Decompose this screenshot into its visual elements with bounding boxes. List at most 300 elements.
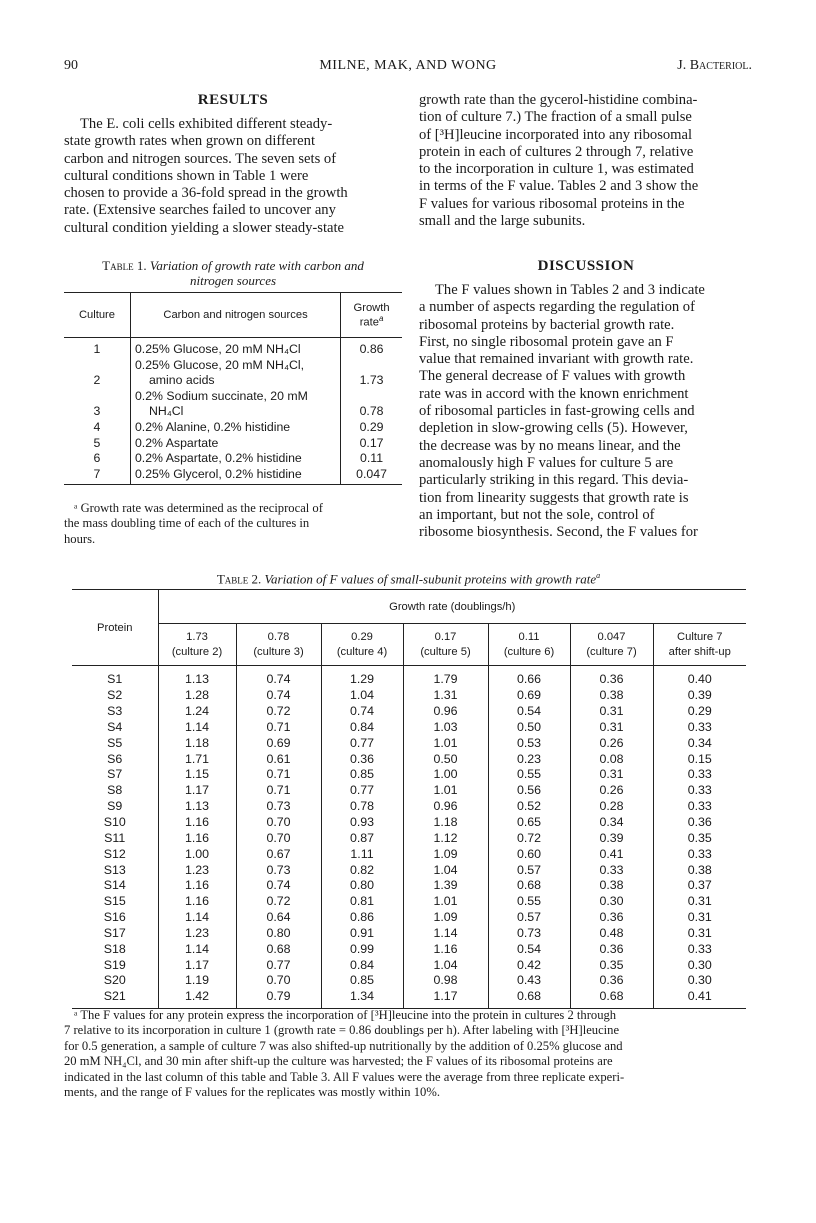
table1 <box>64 292 402 485</box>
f-value-cell: 0.33 <box>653 799 746 815</box>
f-value-cell: 1.01 <box>403 894 488 910</box>
f-value-cell: 0.55 <box>488 767 570 783</box>
f-value-cell: 0.96 <box>403 799 488 815</box>
f-value-cell: 0.42 <box>488 957 570 973</box>
culture-cell: 3 <box>93 404 101 419</box>
table-row <box>72 989 746 1008</box>
table1-header-rate-text: Growth rate <box>353 301 390 329</box>
f-value-cell: 0.80 <box>321 878 403 894</box>
f-value-cell: 0.71 <box>236 720 321 736</box>
sources-cell <box>130 420 340 436</box>
f-value-cell: 0.77 <box>236 957 321 973</box>
text-line: state growth rates when grown on different <box>64 133 315 150</box>
f-value-cell: 0.38 <box>570 688 653 704</box>
rate-cell: 0.11 <box>360 451 384 466</box>
rate-cell: 0.29 <box>359 419 384 434</box>
f-value-cell: 1.24 <box>158 704 236 720</box>
column-header-line2: after shift-up <box>668 645 731 658</box>
rate-cell: 0.17 <box>359 435 384 450</box>
sources-line: amino acids <box>148 373 215 388</box>
text-line: protein in each of cultures 2 through 7, relative <box>419 143 694 160</box>
table-row <box>72 688 746 704</box>
table2-column-header <box>236 624 321 666</box>
f-value-cell: 1.16 <box>158 815 236 831</box>
footnote-line: for 0.5 generation, a sample of culture 7 was also shifted-up nutritionally by the addition of 0.25% glucose and <box>64 1038 623 1053</box>
f-value-cell: 0.53 <box>488 735 570 751</box>
f-value-cell: 1.11 <box>321 846 403 862</box>
f-value-cell: 0.39 <box>653 688 746 704</box>
f-value-cell: 0.84 <box>321 720 403 736</box>
text-line: of [³H]leucine incorporated into any ribosomal <box>419 126 693 143</box>
f-value-cell: 0.78 <box>321 799 403 815</box>
text-line: depletion in slow-growing cells (5). However, <box>419 420 688 437</box>
f-value-cell: 1.23 <box>158 862 236 878</box>
f-value-cell: 0.28 <box>570 799 653 815</box>
footnote-line: ᵃ Growth rate was determined as the reciprocal of <box>74 501 323 515</box>
f-value-cell: 0.15 <box>653 751 746 767</box>
table2-column-header <box>488 624 570 666</box>
sources-line: 0.25% Glycerol, 0.2% histidine <box>134 466 302 481</box>
f-value-cell: 0.73 <box>488 926 570 942</box>
f-value-cell: 1.18 <box>403 815 488 831</box>
table-row <box>72 783 746 799</box>
column-header-line2: (culture 4) <box>336 645 388 658</box>
f-value-cell: 0.57 <box>488 862 570 878</box>
f-value-cell: 0.73 <box>236 862 321 878</box>
f-value-cell: 0.70 <box>236 830 321 846</box>
table1-label: Table 1. <box>102 258 147 273</box>
sources-cell <box>130 389 340 420</box>
table1-caption <box>64 258 402 288</box>
f-value-cell: 1.18 <box>158 735 236 751</box>
f-value-cell: 0.33 <box>570 862 653 878</box>
results-paragraph <box>64 116 402 237</box>
f-value-cell: 1.16 <box>403 941 488 957</box>
text-line: The general decrease of F values with growth <box>419 368 686 385</box>
table-row <box>72 735 746 751</box>
text-line: anomalously high F values for culture 5 are <box>419 454 674 471</box>
text-line: in terms of the F value. Tables 2 and 3 show the <box>419 178 699 195</box>
f-value-cell: 0.68 <box>488 989 570 1008</box>
table2 <box>72 589 746 1009</box>
text-line: ribosomal proteins by bacterial growth rate. <box>419 316 675 333</box>
table2-column-header <box>321 624 403 666</box>
f-value-cell: 0.74 <box>321 704 403 720</box>
text-line: small and the large subunits. <box>419 213 586 230</box>
f-value-cell: 0.61 <box>236 751 321 767</box>
f-value-cell: 0.34 <box>653 735 746 751</box>
f-value-cell: 0.31 <box>570 704 653 720</box>
f-value-cell: 1.71 <box>158 751 236 767</box>
f-value-cell: 0.41 <box>570 846 653 862</box>
text-line: the decrease was by no means linear, and the <box>419 437 681 454</box>
f-value-cell: 0.36 <box>570 973 653 989</box>
f-value-cell: 0.35 <box>653 830 746 846</box>
column-header-line2: (culture 2) <box>171 645 223 658</box>
sources-cell <box>130 358 340 389</box>
f-value-cell: 1.79 <box>403 666 488 688</box>
f-value-cell: 0.84 <box>321 957 403 973</box>
protein-cell: S5 <box>107 735 123 750</box>
table-row <box>64 358 402 389</box>
column-header-line2: (culture 3) <box>253 645 304 658</box>
text-line: of ribosomal particles in fast-growing cells and <box>419 403 695 420</box>
f-value-cell: 0.36 <box>653 815 746 831</box>
f-value-cell: 0.91 <box>321 926 403 942</box>
table-row <box>72 704 746 720</box>
footnote-line: 20 mM NH₄Cl, and 30 min after shift-up the culture was harvested; the F values of its ribosomal proteins are <box>64 1054 613 1069</box>
text-line: F values for various ribosomal proteins in the <box>419 195 685 212</box>
f-value-cell: 0.34 <box>570 815 653 831</box>
f-value-cell: 1.14 <box>403 926 488 942</box>
f-value-cell: 1.17 <box>158 783 236 799</box>
f-value-cell: 0.54 <box>488 941 570 957</box>
f-value-cell: 0.26 <box>570 783 653 799</box>
culture-cell: 5 <box>93 435 101 450</box>
table-row <box>64 420 402 436</box>
table-row <box>64 436 402 452</box>
protein-cell: S1 <box>107 672 123 687</box>
table-row <box>72 878 746 894</box>
table1-title-line1: Variation of growth rate with carbon and <box>149 258 364 273</box>
footnote-line: the mass doubling time of each of the cultures in <box>64 516 310 531</box>
culture-cell: 7 <box>93 466 101 481</box>
column-header-line1: Culture 7 <box>677 630 723 643</box>
sources-line: 0.2% Aspartate, 0.2% histidine <box>134 451 302 466</box>
footnote-marker: a <box>378 313 384 323</box>
f-value-cell: 0.35 <box>570 957 653 973</box>
results-continued <box>419 92 753 230</box>
f-value-cell: 0.29 <box>653 704 746 720</box>
f-value-cell: 0.70 <box>236 973 321 989</box>
f-value-cell: 0.26 <box>570 735 653 751</box>
f-value-cell: 0.96 <box>403 704 488 720</box>
f-value-cell: 0.31 <box>570 767 653 783</box>
f-value-cell: 0.33 <box>653 846 746 862</box>
text-line: tion of culture 7.) The fraction of a small pulse <box>419 109 692 126</box>
f-value-cell: 1.19 <box>158 973 236 989</box>
protein-cell: S8 <box>107 783 123 798</box>
f-value-cell: 1.16 <box>158 830 236 846</box>
f-value-cell: 1.04 <box>403 957 488 973</box>
protein-cell: S11 <box>104 830 126 845</box>
protein-cell: S14 <box>103 878 126 893</box>
footnote-line: indicated in the last column of this table and Table 3. All F values were the average from three replicate experi- <box>64 1069 625 1084</box>
rate-cell: 1.73 <box>359 373 384 388</box>
protein-cell: S19 <box>103 957 126 972</box>
text-line: tion from linearity suggests that growth rate is <box>419 489 689 506</box>
f-value-cell: 1.23 <box>158 926 236 942</box>
table-row <box>72 862 746 878</box>
column-header-line2: (culture 5) <box>420 645 471 658</box>
f-value-cell: 1.03 <box>403 720 488 736</box>
culture-cell: 6 <box>93 451 101 466</box>
culture-cell: 1 <box>93 342 101 356</box>
f-value-cell: 0.48 <box>570 926 653 942</box>
f-value-cell: 0.37 <box>653 878 746 894</box>
protein-cell: S20 <box>103 973 126 988</box>
f-value-cell: 1.17 <box>403 989 488 1008</box>
f-value-cell: 0.74 <box>236 878 321 894</box>
protein-cell: S7 <box>107 767 123 782</box>
table-row <box>72 894 746 910</box>
f-value-cell: 0.33 <box>653 783 746 799</box>
f-value-cell: 0.71 <box>236 767 321 783</box>
text-line: The E. coli cells exhibited different steady- <box>80 116 333 132</box>
footnote-line: hours. <box>64 531 96 546</box>
text-line: cultural conditions shown in Table 1 were <box>64 167 309 184</box>
f-value-cell: 0.55 <box>488 894 570 910</box>
culture-cell: 2 <box>93 373 101 388</box>
f-value-cell: 0.40 <box>653 666 746 688</box>
f-value-cell: 1.13 <box>158 666 236 688</box>
protein-cell: S6 <box>107 751 123 766</box>
footnote-line: ᵃ The F values for any protein express the incorporation of [³H]leucine into the protein in cultures 2 through <box>74 1008 617 1022</box>
table2-title: Variation of F values of small-subunit proteins with growth rate <box>264 571 597 587</box>
table-row <box>72 910 746 926</box>
f-value-cell: 0.41 <box>653 989 746 1008</box>
sources-line: 0.2% Sodium succinate, 20 mM <box>134 388 308 403</box>
f-value-cell: 1.16 <box>158 894 236 910</box>
f-value-cell: 0.31 <box>653 894 746 910</box>
f-value-cell: 0.80 <box>236 926 321 942</box>
f-value-cell: 0.54 <box>488 704 570 720</box>
protein-cell: S15 <box>103 894 126 909</box>
sources-line: 0.2% Alanine, 0.2% histidine <box>134 419 291 434</box>
footnote-marker: a <box>596 571 601 580</box>
column-header-line1: 0.11 <box>518 630 540 643</box>
f-value-cell: 1.00 <box>403 767 488 783</box>
f-value-cell: 0.43 <box>488 973 570 989</box>
table-row <box>64 451 402 467</box>
protein-cell: S4 <box>107 719 123 734</box>
f-value-cell: 0.86 <box>321 910 403 926</box>
column-header-line1: 0.17 <box>434 630 457 643</box>
protein-cell: S17 <box>103 925 126 940</box>
footnote-line: ments, and the range of F values for the replicates was mostly within 10%. <box>64 1085 440 1100</box>
f-value-cell: 0.99 <box>321 941 403 957</box>
f-value-cell: 0.70 <box>236 815 321 831</box>
sources-cell <box>130 467 340 485</box>
f-value-cell: 0.23 <box>488 751 570 767</box>
culture-cell: 4 <box>93 419 101 434</box>
footnote-line: 7 relative to its incorporation in culture 1 (growth rate = 0.86 doublings per h). After labeling with [³H]leucine <box>64 1023 620 1038</box>
sources-line: 0.25% Glucose, 20 mM NH₄Cl <box>134 342 301 356</box>
f-value-cell: 0.68 <box>488 878 570 894</box>
text-line: cultural condition yielding a slower steady-state <box>64 219 345 236</box>
text-line: rate was in accord with the known enrichment <box>419 385 689 402</box>
f-value-cell: 0.68 <box>236 941 321 957</box>
table1-header-rate <box>341 293 402 338</box>
f-value-cell: 0.66 <box>488 666 570 688</box>
f-value-cell: 0.33 <box>653 767 746 783</box>
f-value-cell: 0.69 <box>236 735 321 751</box>
page-number: 90 <box>64 58 78 73</box>
f-value-cell: 0.93 <box>321 815 403 831</box>
f-value-cell: 0.39 <box>570 830 653 846</box>
f-value-cell: 0.67 <box>236 846 321 862</box>
f-value-cell: 1.42 <box>158 989 236 1008</box>
f-value-cell: 1.12 <box>403 830 488 846</box>
table2-footnote <box>64 1008 753 1100</box>
sources-line: NH₄Cl <box>148 404 184 419</box>
f-value-cell: 0.79 <box>236 989 321 1008</box>
table2-header-growth-rate: Growth rate (doublings/h) <box>158 590 746 624</box>
text-line: chosen to provide a 36-fold spread in the growth <box>64 185 348 202</box>
table1-header-culture: Culture <box>64 293 130 338</box>
f-value-cell: 0.60 <box>488 846 570 862</box>
f-value-cell: 1.14 <box>158 941 236 957</box>
f-value-cell: 0.36 <box>570 910 653 926</box>
f-value-cell: 0.71 <box>236 783 321 799</box>
f-value-cell: 0.77 <box>321 735 403 751</box>
table-row <box>72 973 746 989</box>
table-row <box>64 467 402 485</box>
f-value-cell: 0.74 <box>236 688 321 704</box>
f-value-cell: 0.85 <box>321 767 403 783</box>
f-value-cell: 1.34 <box>321 989 403 1008</box>
table2-header-protein: Protein <box>72 590 158 666</box>
text-line: an important, but not the sole, control of <box>419 506 655 523</box>
f-value-cell: 0.68 <box>570 989 653 1008</box>
protein-cell: S18 <box>103 941 126 956</box>
rate-cell: 0.78 <box>359 404 384 419</box>
protein-cell: S12 <box>103 846 126 861</box>
table2-caption <box>64 568 753 586</box>
f-value-cell: 1.01 <box>403 783 488 799</box>
f-value-cell: 0.30 <box>570 894 653 910</box>
f-value-cell: 1.04 <box>321 688 403 704</box>
text-line: value that remained invariant with growth rate. <box>419 351 694 368</box>
table-row <box>72 830 746 846</box>
results-heading: RESULTS <box>197 92 269 108</box>
table1-footnote <box>64 501 402 547</box>
f-value-cell: 0.33 <box>653 720 746 736</box>
f-value-cell: 0.81 <box>321 894 403 910</box>
table-row <box>64 389 402 420</box>
table-row <box>72 926 746 942</box>
table-row <box>72 666 746 688</box>
table1-title-line2: nitrogen sources <box>189 273 277 288</box>
f-value-cell: 0.85 <box>321 973 403 989</box>
discussion-paragraph <box>419 282 753 541</box>
text-line: ribosome biosynthesis. Second, the F values for <box>419 524 698 541</box>
f-value-cell: 0.50 <box>403 751 488 767</box>
f-value-cell: 0.08 <box>570 751 653 767</box>
f-value-cell: 0.56 <box>488 783 570 799</box>
f-value-cell: 0.72 <box>488 830 570 846</box>
table-row <box>72 815 746 831</box>
f-value-cell: 0.30 <box>653 973 746 989</box>
sources-line: 0.2% Aspartate <box>134 435 219 450</box>
protein-cell: S10 <box>103 815 126 830</box>
f-value-cell: 0.82 <box>321 862 403 878</box>
f-value-cell: 0.36 <box>570 941 653 957</box>
table-row <box>72 941 746 957</box>
text-line: rate. (Extensive searches failed to uncover any <box>64 202 336 219</box>
f-value-cell: 0.30 <box>653 957 746 973</box>
f-value-cell: 0.31 <box>653 926 746 942</box>
table2-column-header <box>403 624 488 666</box>
sources-line: 0.25% Glucose, 20 mM NH₄Cl, <box>134 357 304 372</box>
f-value-cell: 1.13 <box>158 799 236 815</box>
column-header-line2: (culture 7) <box>586 645 637 658</box>
f-value-cell: 0.36 <box>321 751 403 767</box>
f-value-cell: 0.87 <box>321 830 403 846</box>
f-value-cell: 0.31 <box>653 910 746 926</box>
f-value-cell: 1.31 <box>403 688 488 704</box>
f-value-cell: 0.31 <box>570 720 653 736</box>
f-value-cell: 0.64 <box>236 910 321 926</box>
f-value-cell: 1.09 <box>403 910 488 926</box>
sources-cell <box>130 338 340 358</box>
protein-cell: S9 <box>107 799 123 814</box>
column-header-line1: 1.73 <box>186 630 208 643</box>
table-row <box>72 767 746 783</box>
sources-cell <box>130 436 340 452</box>
f-value-cell: 0.33 <box>653 941 746 957</box>
f-value-cell: 1.01 <box>403 735 488 751</box>
f-value-cell: 0.38 <box>570 878 653 894</box>
f-value-cell: 1.29 <box>321 666 403 688</box>
discussion-heading: DISCUSSION <box>537 258 635 274</box>
table-row <box>72 846 746 862</box>
protein-cell: S2 <box>107 688 123 703</box>
f-value-cell: 0.77 <box>321 783 403 799</box>
f-value-cell: 1.14 <box>158 720 236 736</box>
f-value-cell: 1.17 <box>158 957 236 973</box>
text-line: First, no single ribosomal protein gave an F <box>419 333 674 350</box>
table-row <box>64 338 402 358</box>
table-row <box>72 957 746 973</box>
table2-column-header <box>653 624 746 666</box>
table2-label: Table 2. <box>216 571 262 587</box>
table1-header-sources: Carbon and nitrogen sources <box>130 293 340 338</box>
rate-cell: 0.047 <box>356 466 387 481</box>
f-value-cell: 1.28 <box>158 688 236 704</box>
f-value-cell: 0.72 <box>236 894 321 910</box>
text-line: The F values shown in Tables 2 and 3 indicate <box>435 282 705 298</box>
column-header-line1: 0.29 <box>351 630 373 643</box>
f-value-cell: 1.39 <box>403 878 488 894</box>
table2-column-header <box>570 624 653 666</box>
f-value-cell: 0.98 <box>403 973 488 989</box>
text-line: to the incorporation in culture 1, was estimated <box>419 161 694 178</box>
f-value-cell: 1.09 <box>403 846 488 862</box>
protein-cell: S21 <box>103 989 126 1004</box>
column-header-line2: (culture 6) <box>503 645 555 658</box>
sources-cell <box>130 451 340 467</box>
f-value-cell: 0.57 <box>488 910 570 926</box>
rate-cell: 0.86 <box>359 342 384 356</box>
f-value-cell: 0.69 <box>488 688 570 704</box>
f-value-cell: 0.65 <box>488 815 570 831</box>
text-line: carbon and nitrogen sources. The seven sets of <box>64 150 337 167</box>
text-line: a number of aspects regarding the regulation of <box>419 299 695 316</box>
running-header-authors: MILNE, MAK, AND WONG <box>319 58 497 73</box>
f-value-cell: 0.38 <box>653 862 746 878</box>
text-line: particularly striking in this regard. This devia- <box>419 472 689 489</box>
f-value-cell: 0.72 <box>236 704 321 720</box>
column-header-line1: 0.047 <box>597 630 626 643</box>
table2-column-header <box>158 624 236 666</box>
f-value-cell: 1.14 <box>158 910 236 926</box>
f-value-cell: 0.52 <box>488 799 570 815</box>
f-value-cell: 0.73 <box>236 799 321 815</box>
protein-cell: S13 <box>103 862 126 877</box>
table-row <box>72 751 746 767</box>
protein-cell: S3 <box>107 704 123 719</box>
